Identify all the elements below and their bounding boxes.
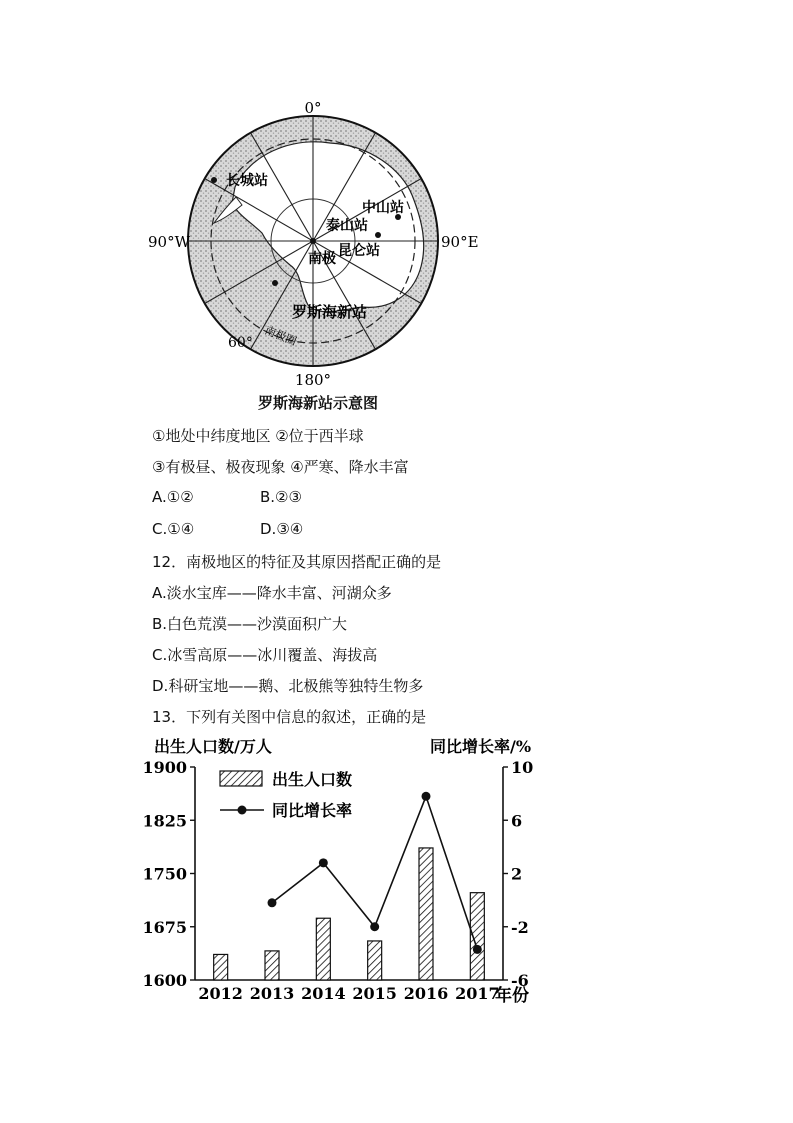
label-ross-sea-station: 罗斯海新站 bbox=[292, 303, 368, 321]
q11-option-d[interactable]: D.③④ bbox=[260, 520, 304, 538]
q12-option-b[interactable]: B.白色荒漠——沙漠面积广大 bbox=[152, 615, 348, 633]
y-left-ticks bbox=[142, 758, 195, 990]
label-60-degree: 60° bbox=[228, 335, 253, 351]
bar-2015 bbox=[368, 941, 382, 980]
y-left-axis-label: 出生人口数/万人 bbox=[154, 737, 272, 756]
label-antarctic-circle: 南极圈 bbox=[262, 323, 299, 349]
q12-option-d[interactable]: D.科研宝地——鹅、北极熊等独特生物多 bbox=[152, 677, 424, 695]
label-great-wall-station: 长城站 bbox=[226, 173, 268, 189]
x-ticks bbox=[198, 984, 499, 1003]
y-left-tick-label: 1750 bbox=[142, 864, 187, 884]
x-tick-label-2014: 2014 bbox=[301, 984, 346, 1003]
y-right-ticks bbox=[503, 758, 533, 990]
x-tick-label-2017: 2017 bbox=[455, 984, 500, 1003]
y-right-tick-label: -6 bbox=[511, 971, 529, 990]
ross-sea-station-dot bbox=[272, 280, 278, 286]
south-pole-dot bbox=[310, 238, 316, 244]
q11-statements-line1: ①地处中纬度地区 ②位于西半球 bbox=[152, 427, 364, 445]
birth-population-chart bbox=[140, 735, 550, 1010]
y-right-tick-label: 6 bbox=[511, 811, 523, 831]
y-left-tick-label: 1675 bbox=[142, 917, 187, 937]
rate-point-2014 bbox=[319, 858, 328, 867]
q13-stem: 13．下列有关图中信息的叙述，正确的是 bbox=[152, 708, 427, 726]
great-wall-station-dot bbox=[211, 177, 217, 183]
bar-2012 bbox=[214, 954, 228, 980]
y-right-tick-label: 2 bbox=[511, 864, 523, 884]
antarctica-map bbox=[140, 95, 500, 395]
y-left-tick-label: 1600 bbox=[142, 971, 187, 990]
map-caption: 罗斯海新站示意图 bbox=[258, 394, 379, 412]
q11-statements-line2: ③有极昼、极夜现象 ④严寒、降水丰富 bbox=[152, 458, 409, 476]
legend-bar-swatch bbox=[220, 771, 262, 786]
bar-2014 bbox=[316, 918, 330, 980]
q12-option-c[interactable]: C.冰雪高原——冰川覆盖、海拔高 bbox=[152, 646, 378, 664]
q12-option-a[interactable]: A.淡水宝库——降水丰富、河湖众多 bbox=[152, 584, 392, 602]
bar-series bbox=[214, 848, 485, 980]
rate-point-2013 bbox=[268, 898, 277, 907]
y-right-tick-label: 10 bbox=[511, 758, 534, 777]
x-tick-label-2013: 2013 bbox=[249, 984, 295, 1003]
rate-point-2015 bbox=[370, 922, 379, 931]
label-180: 180° bbox=[294, 371, 332, 389]
y-right-axis-label: 同比增长率/% bbox=[430, 737, 532, 756]
label-south-pole: 南极 bbox=[308, 251, 336, 267]
x-tick-label-2015: 2015 bbox=[352, 984, 397, 1003]
y-left-tick-label: 1900 bbox=[142, 758, 187, 777]
label-taishan-station: 泰山站 bbox=[326, 218, 368, 234]
label-0-degree: 0° bbox=[304, 99, 322, 117]
x-tick-label-2012: 2012 bbox=[198, 984, 243, 1003]
x-tick-label-2016: 2016 bbox=[403, 984, 449, 1003]
bar-2016 bbox=[419, 848, 433, 980]
taishan-station-dot bbox=[375, 232, 381, 238]
legend-line-marker bbox=[238, 806, 247, 815]
legend bbox=[220, 770, 352, 820]
legend-bar-label: 出生人口数 bbox=[272, 770, 353, 789]
q11-option-c[interactable]: C.①④ bbox=[152, 520, 195, 538]
label-90w: 90°W bbox=[148, 233, 191, 251]
label-zhongshan-station: 中山站 bbox=[362, 200, 404, 216]
y-left-tick-label: 1825 bbox=[142, 811, 187, 831]
bar-2013 bbox=[265, 951, 279, 980]
legend-line-label: 同比增长率 bbox=[272, 801, 353, 820]
y-right-tick-label: -2 bbox=[511, 917, 529, 937]
q11-option-b[interactable]: B.②③ bbox=[260, 488, 302, 506]
label-90e: 90°E bbox=[441, 233, 479, 251]
q11-option-a[interactable]: A.①② bbox=[152, 488, 194, 506]
rate-point-2016 bbox=[422, 792, 431, 801]
rate-point-2017 bbox=[473, 945, 482, 954]
label-kunlun-station: 昆仑站 bbox=[338, 243, 380, 259]
x-axis-label: 年份 bbox=[495, 986, 529, 1006]
q12-stem: 12．南极地区的特征及其原因搭配正确的是 bbox=[152, 553, 442, 571]
